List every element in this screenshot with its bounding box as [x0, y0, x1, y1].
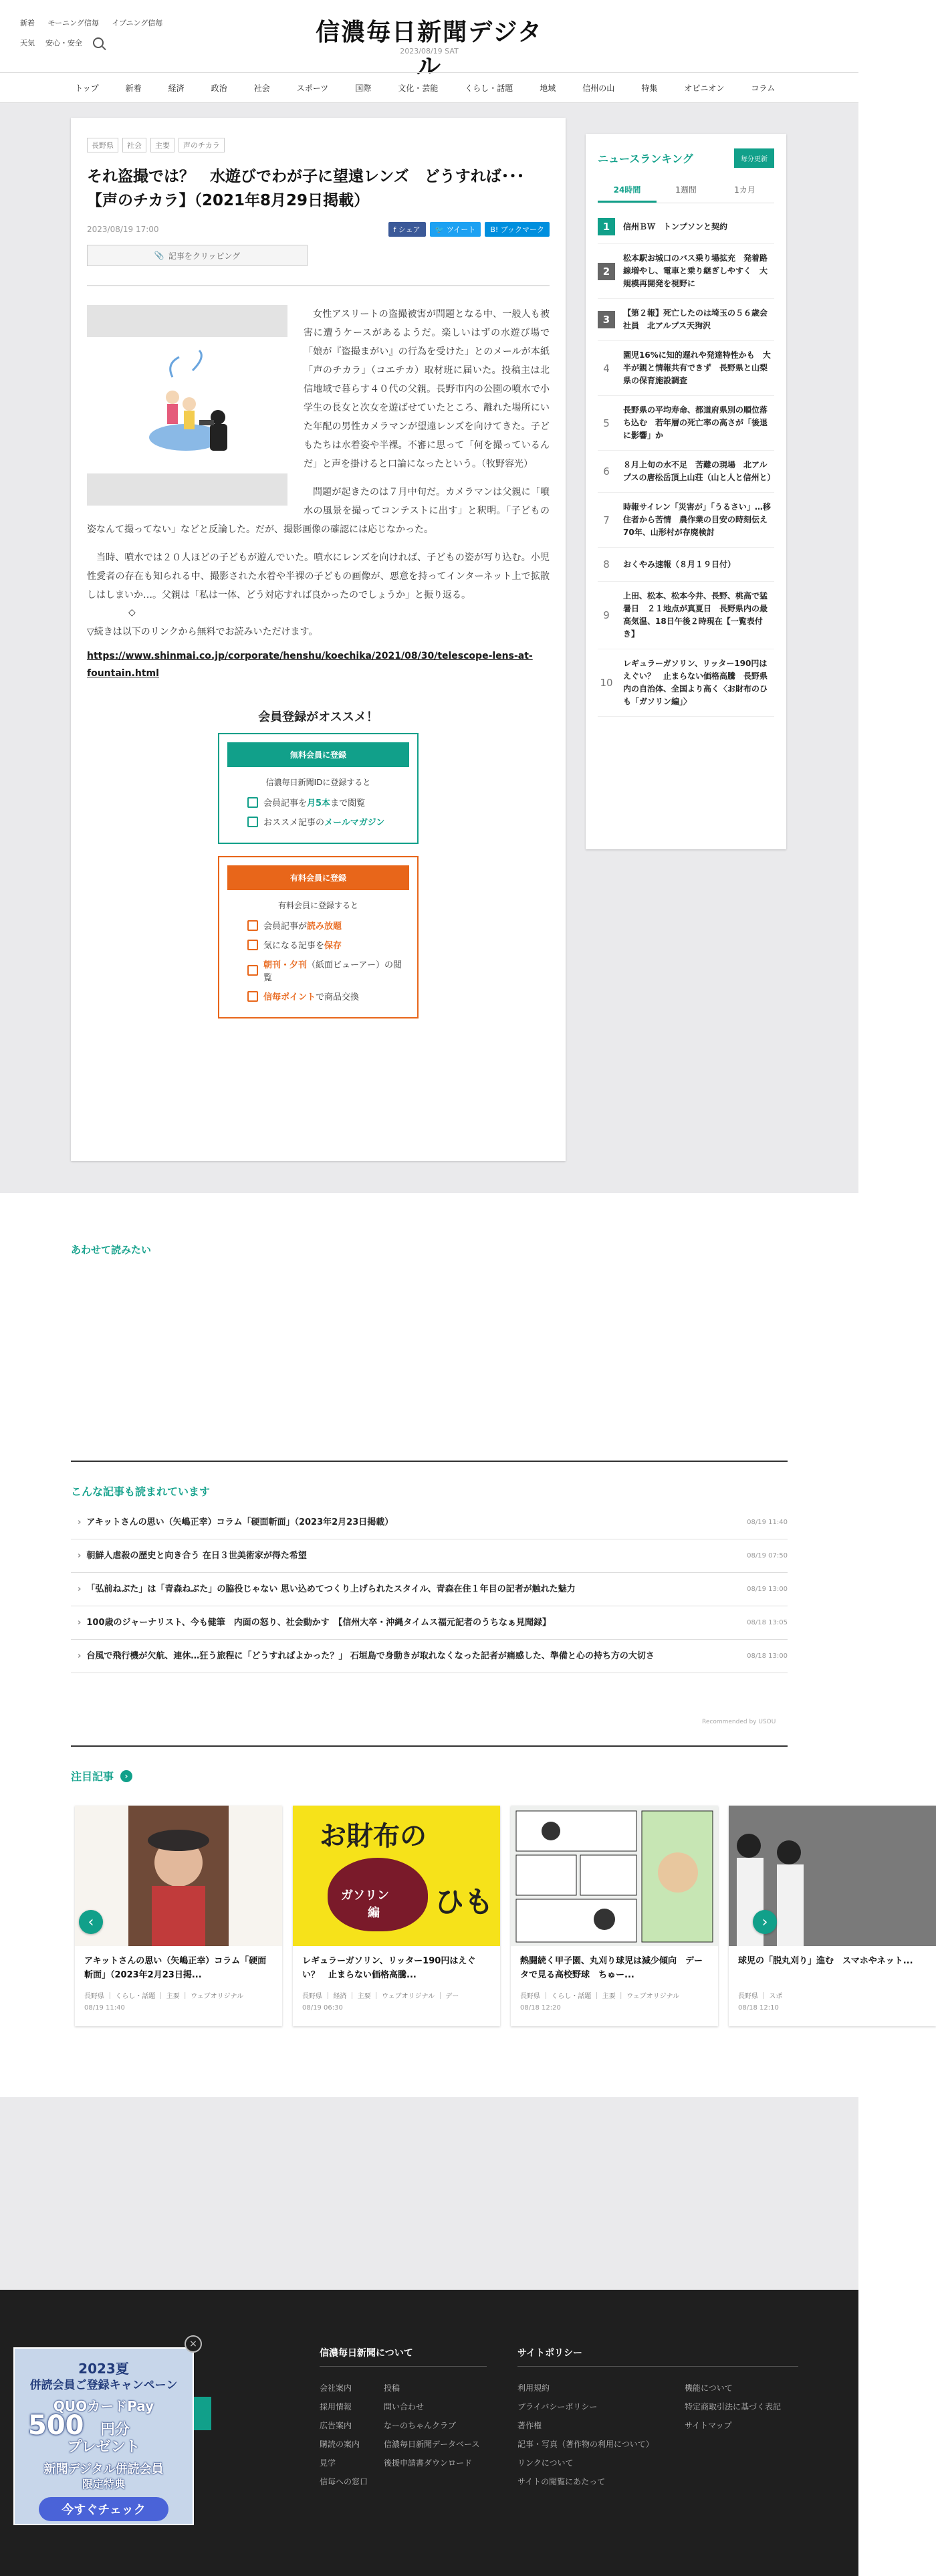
- hatena-bookmark-label: ブックマーク: [500, 225, 544, 234]
- benefit-prefix: 会員記事を: [263, 798, 308, 809]
- clip-label: 記事をクリッピング: [168, 251, 241, 261]
- featured-carousel: [75, 1806, 913, 2033]
- illustration-frame: [87, 337, 287, 473]
- nav-item-opinion[interactable]: オピニオン: [684, 83, 725, 93]
- link-new[interactable]: 新着: [20, 19, 35, 27]
- card-image: [75, 1806, 282, 1946]
- list-item[interactable]: [71, 1640, 788, 1673]
- tab-24h[interactable]: 24時間: [598, 179, 657, 203]
- footer-link[interactable]: 広告案内: [320, 2421, 352, 2430]
- rank-number: 5: [603, 417, 610, 429]
- mail-icon: [247, 817, 258, 827]
- list-item[interactable]: [71, 1539, 788, 1573]
- item-title: › 朝鮮人虐殺の歴史と向き合う 在日３世美術家が得た希望: [78, 1549, 719, 1563]
- paid-benefit-item: [227, 990, 409, 1002]
- tab-1month[interactable]: 1カ月: [734, 185, 755, 195]
- ranking-item[interactable]: [598, 244, 774, 299]
- rank-title: 上田、松本、松本今井、長野、桃高で猛暑日 ２１地点が真夏日 長野県内の最高気温、18日午後２時現在【一覧表付き】: [623, 591, 768, 639]
- nav-item-international[interactable]: 国際: [355, 83, 372, 93]
- campaign-text: 併読会員ご登録キャンペーン: [29, 2379, 178, 2392]
- carousel-prev-button[interactable]: [79, 1910, 103, 1934]
- divider: [71, 1745, 788, 1747]
- benefit-emphasis: 月5本: [307, 798, 331, 809]
- link-safety[interactable]: 安心・安全: [45, 39, 82, 47]
- campaign-text: QUOカードPay: [53, 2398, 154, 2414]
- divider: [71, 1461, 788, 1462]
- rank-number: 2: [598, 263, 615, 280]
- rank-number: 3: [598, 311, 615, 328]
- lower-background: [0, 2097, 858, 2290]
- nav-item-culture[interactable]: 文化・芸能: [398, 83, 439, 93]
- card-tags: 長野県 ｜ スポ: [738, 1993, 783, 2000]
- benefit-emphasis: 朝刊・夕刊: [263, 960, 308, 970]
- card-date: 08/19 11:40: [84, 2004, 125, 2012]
- ranking-item[interactable]: [598, 649, 774, 717]
- footer-link[interactable]: 投稿: [384, 2383, 400, 2393]
- news-ranking: [586, 134, 786, 849]
- link-evening[interactable]: イブニング信毎: [112, 19, 163, 27]
- nav-item-politics[interactable]: 政治: [211, 83, 227, 93]
- article-paragraph: 問題が起きたのは７月中旬だ。カメラマンは父親に「噴水の風景を撮ってコンテストに出す」と釈明。「子どもの姿なんて撮ってない」などと反論した。だが、撮影画像の確認には応じなかった。: [87, 487, 550, 535]
- nav-item-sports[interactable]: スポーツ: [296, 83, 329, 93]
- close-icon[interactable]: ×: [185, 2335, 202, 2353]
- hatena-bookmark-button[interactable]: B! ブックマーク: [485, 222, 550, 237]
- twitter-share-button[interactable]: 🐦 ツイート: [430, 222, 481, 237]
- top-links-2: [20, 37, 104, 48]
- footer-link[interactable]: サイトマップ: [685, 2421, 732, 2430]
- rank-number: 6: [603, 465, 610, 477]
- ranking-title: ニュースランキング: [598, 152, 693, 165]
- benefit-text: [263, 938, 342, 951]
- main-nav: [0, 72, 858, 103]
- tag[interactable]: 社会: [122, 138, 146, 152]
- benefit-emphasis: メールマガジン: [324, 818, 385, 828]
- ranking-update-badge: 毎分更新: [734, 148, 774, 168]
- campaign-amount: 500: [28, 2410, 84, 2441]
- recommendation-credit: Recommended by USOU: [702, 1719, 776, 1725]
- link-weather[interactable]: 天気: [20, 39, 35, 47]
- paid-subtitle: 有料会員に登録すると: [277, 901, 358, 910]
- featured-title[interactable]: [71, 1768, 132, 1784]
- campaign-text: 2023夏: [78, 2361, 129, 2377]
- rank-title: 【第２報】死亡したのは埼玉の５６歳会社員 北アルプス天狗沢: [623, 308, 768, 330]
- campaign-banner[interactable]: [13, 2347, 194, 2525]
- paid-benefit-item: [227, 919, 409, 932]
- free-benefit-item: [227, 796, 409, 809]
- manga-illustration: [511, 1806, 718, 1946]
- site-logo[interactable]: 信濃毎日新聞デジタル: [316, 18, 543, 80]
- ranking-tabs: [598, 179, 774, 203]
- footer-link[interactable]: 記事・写真（著作物の利用について）: [517, 2440, 654, 2449]
- item-title: › アキットさんの思い（矢嶋正幸）コラム「硬面斬面」（2023年2月23日掲載）: [78, 1515, 719, 1529]
- item-date: 08/18 13:05: [747, 1619, 788, 1626]
- chevron-right-icon: ›: [120, 1770, 132, 1782]
- chevron-left-icon: ‹: [88, 1913, 94, 1931]
- card-date: 08/18 12:20: [520, 2004, 561, 2012]
- campaign-text: プレゼント: [67, 2439, 140, 2456]
- clip-article-button[interactable]: [87, 245, 308, 266]
- benefit-prefix: 会員記事が: [263, 922, 308, 932]
- item-date: 08/18 13:00: [747, 1652, 788, 1660]
- card-title: レギュラーガソリン、リッター190円はえぐい？ 止まらない価格高騰...: [302, 1956, 476, 1980]
- item-date: 08/19 13:00: [747, 1586, 788, 1593]
- article-tags: [87, 138, 550, 152]
- list-item[interactable]: [71, 1573, 788, 1606]
- campaign-text: 円分: [100, 2422, 130, 2438]
- clip-icon: 📎: [154, 251, 164, 260]
- article-meta: [87, 222, 550, 237]
- card-title: アキットさんの思い（矢嶋正幸）コラム「硬面斬面」（2023年2月23日掲...: [84, 1956, 267, 1980]
- card-image-text-4: 編: [368, 1906, 380, 1920]
- rank-number: 4: [603, 362, 610, 374]
- chevron-right-icon: ›: [762, 1913, 768, 1931]
- free-register-button[interactable]: 無料会員に登録: [227, 742, 409, 767]
- featured-card[interactable]: [75, 1806, 282, 2026]
- free-membership-box: [218, 733, 419, 844]
- tag[interactable]: 主要: [150, 138, 174, 152]
- rank-title: 時報サイレン「災害が」「うるさい」…移住者から苦情 農作業の目安の時刻伝え70年、山形村が存廃検討: [623, 502, 771, 537]
- article-paragraph: 当時、噴水では２０人ほどの子どもが遊んでいた。噴水にレンズを向ければ、子どもの姿が写り込む。小児性愛者の存在も知られる中、撮影された水着や半裸の子どもの画像が、悪意を持ってインターネット上で拡散しはしまいか…。父親は「私は一体、どう対応すれば良かったのでしょうか」と振り返る。: [87, 552, 550, 601]
- ranking-item[interactable]: [598, 493, 774, 548]
- search-icon[interactable]: [93, 37, 104, 48]
- benefit-text: [263, 796, 365, 809]
- ranking-item[interactable]: [598, 341, 774, 396]
- item-date: 08/19 11:40: [747, 1519, 788, 1526]
- nav-item-features[interactable]: 特集: [641, 83, 658, 93]
- membership-title: 会員登録がオススメ！: [258, 710, 378, 724]
- benefit-text: [263, 919, 342, 932]
- card-title: 球児の「脱丸刈り」進む スマホやネット...: [738, 1956, 913, 1966]
- also-read-list: [71, 1506, 788, 1673]
- paid-register-button[interactable]: 有料会員に登録: [227, 865, 409, 890]
- card-tags: 長野県 ｜ 経済 ｜ 主要 ｜ ウェブオリジナル ｜ デー: [302, 1993, 459, 2000]
- footer-heading-policy: サイトポリシー: [517, 2346, 798, 2367]
- benefit-emphasis: 読み放題: [307, 922, 342, 932]
- footer-link[interactable]: 利用規約: [517, 2383, 550, 2393]
- point-icon: [247, 991, 258, 1002]
- card-image: [511, 1806, 718, 1946]
- free-benefit-item: [227, 815, 409, 828]
- card-image-text-1: お財布の: [320, 1820, 427, 1852]
- share-buttons: [388, 222, 550, 237]
- paid-benefit-item: [227, 958, 409, 983]
- continue-text: ▽続きは以下のリンクから無料でお読みいただけます。: [87, 627, 318, 637]
- newspaper-icon: [247, 965, 258, 976]
- tag[interactable]: 長野県: [87, 138, 118, 152]
- article-icon: [247, 920, 258, 931]
- ranking-item[interactable]: [598, 548, 774, 582]
- nav-item-column[interactable]: コラム: [751, 83, 776, 93]
- pin-icon: [247, 940, 258, 950]
- photographer-children-illustration: [146, 350, 233, 457]
- campaign-text: 限定特典: [82, 2478, 125, 2490]
- rank-title: 信州ＢＷ トンプソンと契約: [623, 221, 728, 231]
- featured-title-text: 注目記事: [71, 1770, 114, 1783]
- footer-link[interactable]: 信濃毎日新聞データベース: [384, 2440, 480, 2449]
- rank-number: 9: [603, 609, 610, 621]
- benefit-text: [263, 990, 359, 1002]
- nav-item-region[interactable]: 地域: [540, 83, 556, 93]
- footer-link[interactable]: 問い合わせ: [384, 2402, 425, 2411]
- footer-link[interactable]: 採用情報: [320, 2402, 352, 2411]
- footer-link[interactable]: プライバシーポリシー: [517, 2402, 598, 2411]
- footer-link[interactable]: 特定商取引法に基づく表記: [685, 2402, 782, 2411]
- footer-green-block: [194, 2397, 211, 2430]
- continue-link[interactable]: https://www.shinmai.co.jp/corporate/henshu/koechika/2021/08/30/telescope-lens-at-fountain.html: [87, 651, 533, 679]
- ranking-item[interactable]: [598, 210, 774, 244]
- rank-title: ８月上旬の水不足 苦難の現場 北アルプスの唐松岳頂上山荘（山と人と信州と）: [623, 460, 776, 482]
- link-morning[interactable]: モーニング信毎: [47, 19, 99, 27]
- item-date: 08/19 07:50: [747, 1552, 788, 1560]
- card-image: [293, 1806, 500, 1946]
- card-tags: 長野県 ｜ くらし・話題 ｜ 主要 ｜ ウェブオリジナル: [520, 1993, 680, 2000]
- publish-date: 2023/08/19 17:00: [87, 225, 159, 234]
- footer-link[interactable]: サイトの閲覧にあたって: [517, 2477, 606, 2486]
- facebook-share-label: シェア: [398, 225, 421, 234]
- rank-number: 8: [603, 558, 610, 570]
- rank-title: 松本駅お城口のバス乗り場拡充 発着路線増やし、電車と乗り継ぎしやすく 大規模再開発を視野に: [623, 253, 768, 288]
- benefit-emphasis: 保存: [324, 941, 342, 951]
- tag[interactable]: 声のチカラ: [179, 138, 225, 152]
- rank-title: レギュラーガソリン、リッター190円はえぐい？ 止まらない価格高騰 長野県内の自治体、全国より高く〈お財布のひも「ガソリン編」〉: [623, 659, 768, 706]
- check-now-button[interactable]: 今すぐチェック: [39, 2497, 168, 2521]
- benefit-prefix: おススメ記事の: [263, 818, 325, 828]
- twitter-share-label: ツイート: [446, 225, 476, 234]
- footer-link[interactable]: なーのちゃんクラブ: [384, 2421, 457, 2430]
- footer-link[interactable]: 信毎への窓口: [320, 2477, 368, 2486]
- also-read-title: こんな記事も読まれています: [71, 1485, 211, 1498]
- section-separator: ◇: [128, 607, 136, 618]
- footer-link[interactable]: 会社案内: [320, 2383, 352, 2393]
- nav-item-economy[interactable]: 経済: [168, 83, 185, 93]
- footer-heading-about: 信濃毎日新聞について: [320, 2346, 487, 2367]
- benefit-prefix: 気になる記事を: [263, 941, 325, 951]
- featured-card[interactable]: [293, 1806, 500, 2026]
- article-illustration: [87, 305, 287, 506]
- read-together-title: あわせて読みたい: [71, 1244, 152, 1256]
- benefit-suffix: で商品交換: [316, 992, 360, 1002]
- nav-item-life[interactable]: くらし・話題: [465, 83, 513, 93]
- nav-item-society[interactable]: 社会: [253, 83, 270, 93]
- card-date: 08/19 06:30: [302, 2004, 343, 2012]
- rank-title: おくやみ速報（８月１９日付）: [623, 559, 736, 569]
- benefit-emphasis: 信毎ポイント: [263, 992, 316, 1002]
- nav-item-new[interactable]: 新着: [125, 83, 142, 93]
- article-card: [71, 118, 566, 1161]
- header-date: 2023/08/19 SAT: [400, 47, 459, 56]
- nav-item-top[interactable]: トップ: [75, 83, 99, 93]
- divider: [87, 285, 550, 286]
- ranking-item[interactable]: [598, 396, 774, 451]
- rank-title: 長野県の平均寿命、都道府県別の順位落ち込む 若年層の死亡率の高さが「後退に影響」か: [623, 405, 768, 440]
- footer-link[interactable]: 後援申請書ダウンロード: [384, 2458, 473, 2468]
- footer-link[interactable]: 機能について: [685, 2383, 733, 2393]
- campaign-text: 新聞デジタル併読会員: [43, 2462, 164, 2476]
- paid-benefit-item: [227, 938, 409, 951]
- card-title: 熱闘続く甲子園、丸刈り球児は減少傾向 データで見る高校野球 ちゅー...: [520, 1956, 703, 1980]
- item-title: › 台風で飛行機が欠航、連休…狂う旅程に「どうすればよかった？」 石垣島で身動きが取れなくなった記者が痛感した、準備と心の持ち方の大切さ: [78, 1649, 719, 1663]
- footer-link[interactable]: 購読の案内: [320, 2440, 360, 2449]
- list-item[interactable]: [71, 1506, 788, 1539]
- paid-membership-box: [218, 856, 419, 1018]
- free-subtitle: 信濃毎日新聞IDに登録すると: [265, 778, 371, 787]
- tab-1week[interactable]: 1週間: [675, 185, 697, 195]
- ranking-item[interactable]: [598, 451, 774, 493]
- benefit-text: [263, 958, 409, 983]
- ranking-item[interactable]: [598, 582, 774, 649]
- rank-number: 7: [603, 514, 610, 526]
- nav-item-mountains[interactable]: 信州の山: [582, 83, 615, 93]
- footer-link[interactable]: リンクについて: [517, 2458, 574, 2468]
- rank-title: 園児16%に知的遅れや発達特性かも 大半が親と情報共有できず 長野県と山梨県の保育施設調査: [623, 350, 771, 385]
- person-photo: [75, 1806, 282, 1946]
- card-tags: 長野県 ｜ くらし・話題 ｜ 主要 ｜ ウェブオリジナル: [84, 1993, 244, 2000]
- rank-number: 10: [600, 677, 613, 689]
- facebook-share-button[interactable]: f シェア: [388, 222, 426, 237]
- footer-link[interactable]: 著作権: [517, 2421, 542, 2430]
- ranking-header: [598, 148, 774, 168]
- article-headline: それ盗撮では？ 水遊びでわが子に望遠レンズ どうすれば･･･【声のチカラ】（2021年8月29日掲載）: [87, 168, 525, 209]
- item-title: › 100歳のジャーナリスト、今も健筆 内面の怒り、社会動かす 【信州大卒・沖縄タイムス福元記者のうちなぁ見聞録】: [78, 1616, 719, 1630]
- top-links: [20, 17, 173, 28]
- benefit-suffix: （紙面ビューアー）の閲覧: [263, 960, 402, 983]
- carousel-next-button[interactable]: [753, 1910, 777, 1934]
- benefit-suffix: まで閲覧: [330, 798, 366, 809]
- card-date: 08/18 12:10: [738, 2004, 779, 2012]
- rank-number: 1: [598, 218, 615, 235]
- article-paragraph: 女性アスリートの盗撮被害が問題となる中、一般人も被害に遭うケースがあるようだ。楽しいはずの水遊び場で「娘が『盗撮まがい』の行為を受けた」とのメールが本紙「声のチカラ」（コエチカ）取材班に届いた。投稿主は北信地域で暮らす４０代の父親。長野市内の公園の噴水で小学生の長女と次女を遊ばせていたところ、離れた場所にいた年配の男性カメラマンが望遠レンズを向けてきた。子どもたちは水着姿や半裸。不審に思って「何を撮っているんだ」と声を掛けると口論になったという。（牧野容光）: [304, 309, 550, 469]
- benefit-text: [263, 815, 384, 828]
- list-item[interactable]: [71, 1606, 788, 1640]
- item-title: › 「弘前ねぷた」は「青森ねぶた」の脇役じゃない 思い込めてつくり上げられたスタイル、青森在住１年目の記者が触れた魅力: [78, 1582, 719, 1596]
- card-image-text-2: ひも: [435, 1885, 493, 1919]
- site-header: [0, 0, 858, 80]
- card-image-text-3: ガソリン: [341, 1889, 389, 1903]
- article-icon: [247, 797, 258, 808]
- ranking-item[interactable]: [598, 299, 774, 341]
- footer-link[interactable]: 見学: [320, 2458, 336, 2468]
- featured-card[interactable]: [511, 1806, 718, 2026]
- article-body: [87, 305, 550, 682]
